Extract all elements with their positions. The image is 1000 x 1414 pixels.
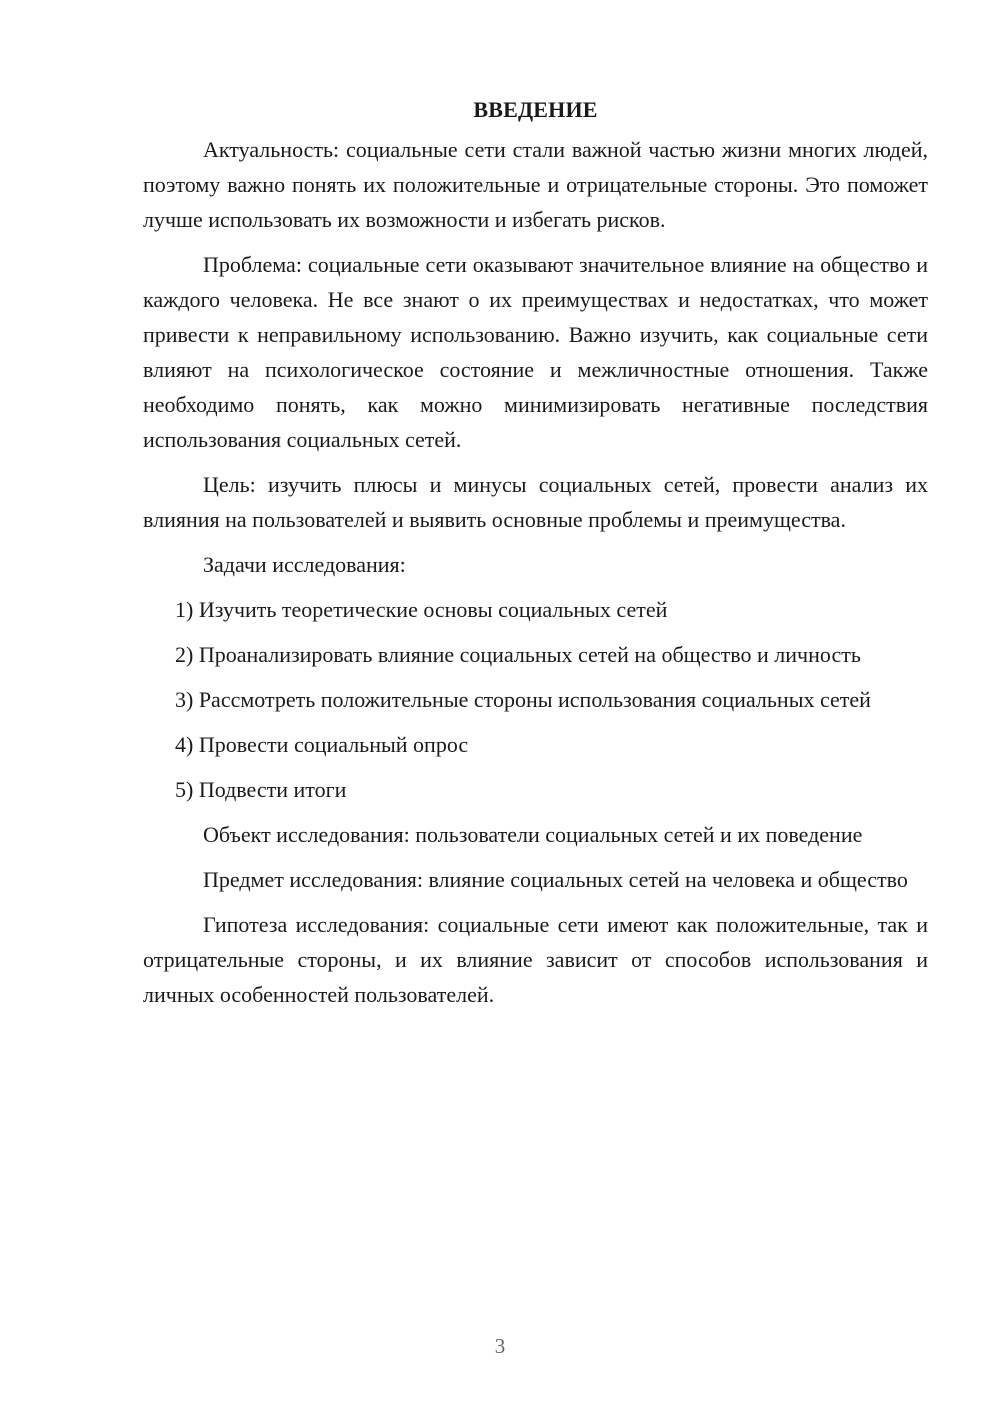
task-item-1: 1) Изучить теоретические основы социальных сетей: [175, 597, 668, 622]
task-item-2: 2) Проанализировать влияние социальных сетей на общество и личность: [175, 642, 861, 667]
page-title: ВВЕДЕНИЕ: [473, 97, 598, 122]
task-item-3: 3) Рассмотреть положительные стороны использования социальных сетей: [175, 687, 871, 712]
paragraph-hypothesis: Гипотеза исследования: социальные сети имеют как положительные, так и отрицательные стороны, и их влияние зависит от способов использования и личных особенностей пользователей.: [143, 912, 928, 1007]
paragraph-object: Объект исследования: пользователи социальных сетей и их поведение: [203, 822, 863, 847]
document-body: [143, 92, 928, 1022]
page-number: 3: [494, 1334, 506, 1358]
paragraph-goal: Цель: изучить плюсы и минусы социальных сетей, провести анализ их влияния на пользователей и выявить основные проблемы и преимущества.: [143, 472, 928, 532]
task-item-4: 4) Провести социальный опрос: [175, 732, 469, 757]
paragraph-tasks-heading: Задачи исследования:: [203, 552, 406, 577]
paragraph-relevance: Актуальность: социальные сети стали важной частью жизни многих людей, поэтому важно понять их положительные и отрицательные стороны. Это поможет лучше использовать их возможности и избегать рисков.: [143, 137, 928, 232]
paragraph-subject: Предмет исследования: влияние социальных сетей на человека и общество: [203, 867, 908, 892]
paragraph-problem: Проблема: социальные сети оказывают значительное влияние на общество и каждого человека. Не все знают о их преимуществах и недостатках, что может привести к неправильному использованию. Важно изучить, как социальные сети влияют на психологическое состояние и межличностные отношения. Также необходимо понять, как можно минимизировать негативные последствия использования социальных сетей.: [143, 252, 928, 452]
task-item-5: 5) Подвести итоги: [175, 777, 347, 802]
